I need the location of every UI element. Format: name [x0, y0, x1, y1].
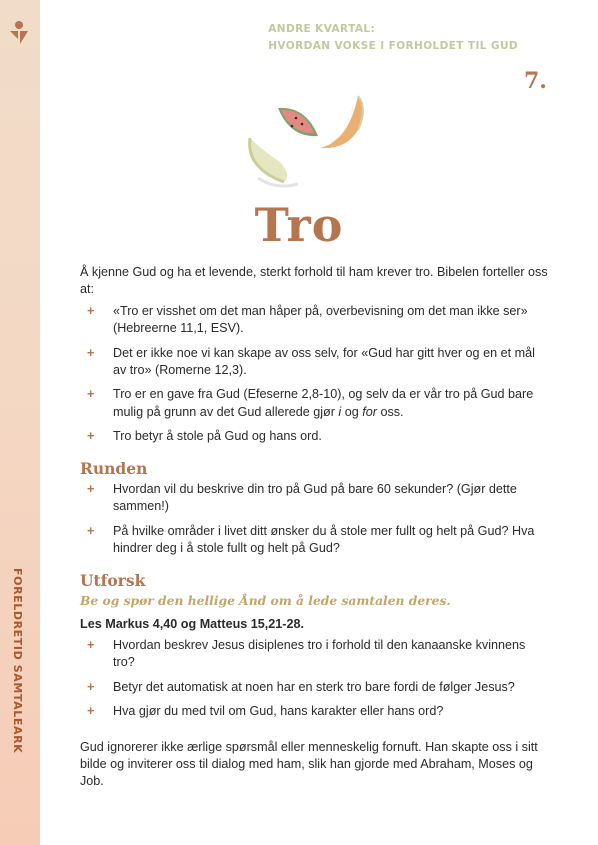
list-item-text: Hvordan beskrev Jesus disiplenes tro i forhold til den kanaanske kvinnens tro? — [113, 637, 526, 670]
list-item-text: Hvordan vil du beskrive din tro på Gud på bare 60 sekunder? (Gjør dette sammen!) — [113, 482, 517, 514]
list-item — [80, 703, 550, 720]
list-item — [80, 386, 550, 421]
list-item — [80, 637, 550, 672]
plus-icon: + — [87, 679, 95, 694]
list-item-text: «Tro er visshet om det man håper på, overbevisning om det man ikke ser» (Hebreerne 11,1, ESV). — [113, 303, 528, 336]
list-item — [80, 345, 550, 380]
plus-icon: + — [87, 303, 95, 318]
list-item — [80, 481, 550, 516]
emphasis-in: i — [338, 404, 342, 419]
scripture-reference: Les Markus 4,40 og Matteus 15,21-28. — [80, 616, 304, 631]
header-line-1: ANDRE KVARTAL: — [268, 23, 376, 35]
list-item — [80, 303, 550, 338]
plus-icon: + — [87, 637, 95, 652]
list-item-text-mid: og — [341, 404, 363, 419]
plus-icon: + — [87, 523, 95, 538]
list-item-text-start: Tro er en gave fra Gud (Efeserne 2,8-10), og selv da er vår tro på Gud bare mulig på grunn av det Gud allerede gjør — [113, 387, 534, 419]
plus-icon: + — [87, 345, 95, 360]
runden-list — [80, 481, 550, 558]
list-item-text: På hvilke områder i livet ditt ønsker du å stole mer fullt og helt på Gud? Hva hindrer deg i å stole fullt og helt på Gud? — [113, 523, 535, 556]
plus-icon: + — [87, 482, 95, 497]
main-content — [80, 264, 550, 791]
prayer-note: Be og spør den hellige Ånd om å lede samtalen deres. — [80, 593, 451, 609]
runden-heading: Runden — [80, 458, 148, 478]
fruit-slices-illustration — [240, 86, 390, 196]
list-item-text: Hva gjør du med tvil om Gud, hans karakter eller hans ord? — [113, 704, 444, 719]
list-item-text: Tro betyr å stole på Gud og hans ord. — [113, 429, 322, 444]
utforsk-list — [80, 637, 550, 721]
section-header — [268, 21, 518, 55]
sidebar-strip — [0, 0, 40, 845]
list-item — [80, 523, 550, 558]
header-line-2: HVORDAN VOKSE I FORHOLDET TIL GUD — [268, 40, 518, 52]
list-item-text: Betyr det automatisk at noen har en sterk tro bare fordi de følger Jesus? — [113, 679, 515, 694]
intro-list — [80, 303, 550, 446]
list-item — [80, 679, 550, 696]
plus-icon: + — [87, 429, 95, 444]
list-item-text: Det er ikke noe vi kan skape av oss selv, for «Gud har gitt hver og en et mål av tro» (Romerne 12,3). — [113, 345, 535, 378]
fruit-logo-icon — [8, 20, 30, 46]
sidebar-label: FORELDRETID SAMTALEARK — [11, 568, 24, 754]
list-item — [80, 428, 550, 445]
utforsk-heading: Utforsk — [80, 570, 146, 590]
plus-icon: + — [87, 704, 95, 719]
page-title: Tro — [254, 198, 344, 252]
page-number: 7. — [524, 68, 547, 94]
list-item-text-end: oss. — [376, 404, 404, 419]
plus-icon: + — [87, 387, 95, 402]
closing-text: Gud ignorerer ikke ærlige spørsmål eller menneskelig fornuft. Han skapte oss i sitt bilde og inviterer oss til dialog med ham, slik han gjorde med Abraham, Moses og Job. — [80, 739, 538, 789]
intro-text: Å kjenne Gud og ha et levende, sterkt forhold til ham krever tro. Bibelen forteller oss at: — [80, 265, 548, 297]
emphasis-for: for — [362, 404, 377, 419]
